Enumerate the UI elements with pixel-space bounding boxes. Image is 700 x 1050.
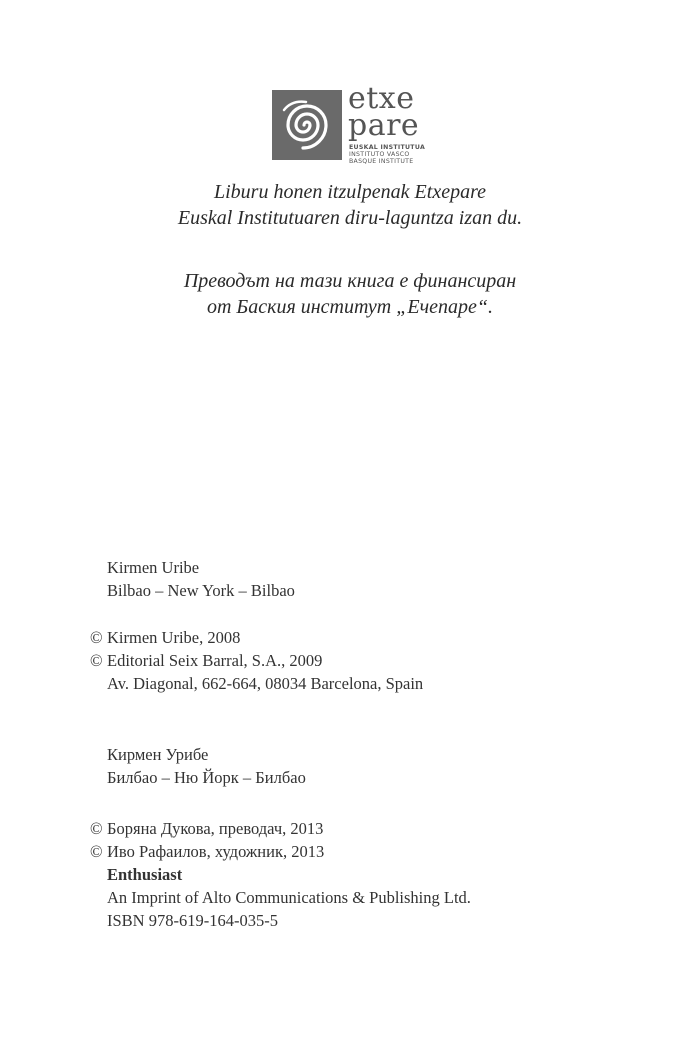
isbn: ISBN 978-619-164-035-5 bbox=[107, 911, 278, 930]
copyright-line-publisher bbox=[90, 649, 423, 672]
copyright-artist-text: Иво Рафаилов, художник, 2013 bbox=[107, 842, 325, 861]
original-title: Bilbao – New York – Bilbao bbox=[107, 581, 295, 600]
copyright-line-artist bbox=[90, 840, 471, 863]
copyright-line-author bbox=[90, 626, 423, 649]
publisher-name: An Imprint of Alto Communications & Publishing Ltd. bbox=[107, 888, 471, 907]
translation-title: Билбао – Ню Йорк – Билбао bbox=[107, 768, 306, 787]
grant-bulgarian-line-1: Преводът на тази книга е финансиран bbox=[183, 270, 517, 292]
imprint-name: Enthusiast bbox=[107, 865, 183, 884]
logo-word-pare: pare bbox=[348, 108, 420, 143]
grant-basque-line-2: Euskal Institutuaren diru-laguntza izan du. bbox=[177, 207, 523, 229]
logo-word-etxe: etxe bbox=[348, 81, 415, 116]
logo-sub-basque: EUSKAL INSTITUTUA bbox=[349, 144, 426, 151]
logo-sub-spanish: INSTITUTO VASCO bbox=[349, 151, 410, 158]
rose-spiral-icon bbox=[272, 90, 342, 160]
copyright-translator-text: Боряна Дукова, преводач, 2013 bbox=[107, 819, 324, 838]
grant-notice-bulgarian bbox=[0, 268, 700, 320]
copyright-publisher-text: Editorial Seix Barral, S.A., 2009 bbox=[107, 651, 323, 670]
etxepare-logo bbox=[272, 81, 432, 166]
grant-bulgarian-line-2: от Баския институт „Ечепаре“. bbox=[206, 296, 494, 318]
original-edition-block bbox=[90, 556, 295, 602]
translation-copyright-block bbox=[90, 817, 471, 932]
translation-author: Кирмен Урибе bbox=[107, 745, 209, 764]
grant-basque-line-1: Liburu honen itzulpenak Etxepare bbox=[214, 181, 486, 203]
original-copyright-block bbox=[90, 626, 423, 695]
logo-sub-english: BASQUE INSTITUTE bbox=[349, 158, 414, 165]
copyright-symbol: © bbox=[90, 819, 103, 838]
copyright-symbol: © bbox=[90, 628, 103, 647]
copyright-symbol: © bbox=[90, 651, 103, 670]
grant-notice-basque bbox=[0, 179, 700, 231]
copyright-symbol: © bbox=[90, 842, 103, 861]
copyright-author-text: Kirmen Uribe, 2008 bbox=[107, 628, 241, 647]
publisher-address: Av. Diagonal, 662-664, 08034 Barcelona, Spain bbox=[107, 674, 424, 693]
original-author: Kirmen Uribe bbox=[107, 558, 200, 577]
copyright-line-translator bbox=[90, 817, 471, 840]
translation-edition-block bbox=[90, 743, 306, 789]
